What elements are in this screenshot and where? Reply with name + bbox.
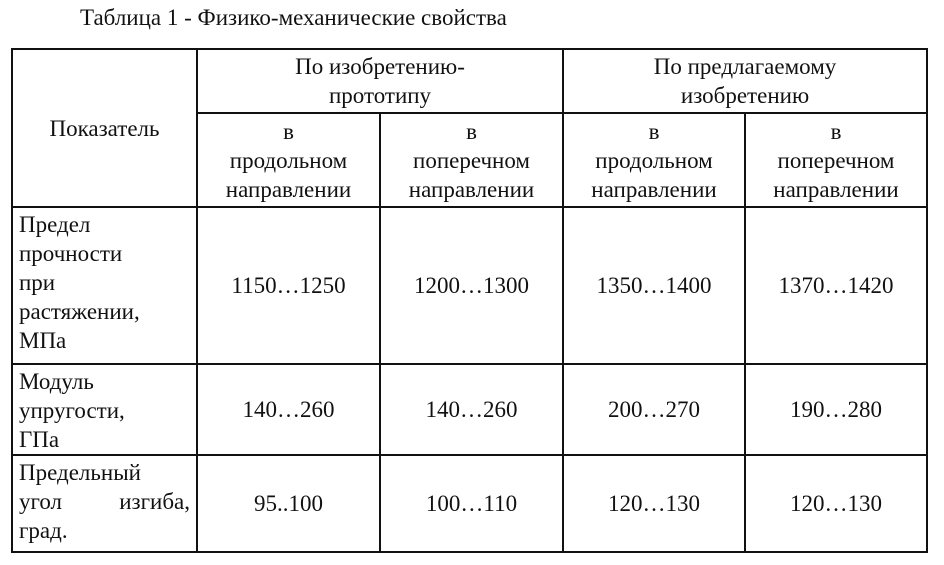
row-label-line: упругости, — [19, 398, 125, 423]
column-header-parameter: Показатель — [12, 49, 197, 207]
column-group-prototype — [197, 49, 563, 113]
column-header-prototype-longitudinal — [197, 113, 380, 207]
row-label-line: при — [19, 270, 56, 295]
row-label-bend-angle — [12, 455, 197, 552]
row-label-line: град. — [19, 518, 68, 543]
header-row-groups — [12, 49, 927, 113]
properties-table — [11, 48, 928, 553]
row-label-line: угол изгиба, — [19, 489, 190, 514]
table-cell: 1150…1250 — [197, 207, 380, 364]
table-cell: 140…260 — [380, 364, 563, 455]
table-cell: 200…270 — [563, 364, 745, 455]
row-label-line: растяжении, — [19, 299, 140, 324]
group-header-line: изобретению — [680, 83, 810, 108]
table-cell: 120…130 — [745, 455, 927, 552]
row-label-line: МПа — [19, 328, 67, 353]
subheader-line: направлении — [408, 176, 535, 202]
subheader-line: в — [648, 118, 660, 144]
table-caption: Таблица 1 - Физико-механические свойства — [80, 5, 507, 30]
row-label-line: прочности — [19, 241, 123, 266]
table-row-elastic-modulus — [12, 364, 927, 455]
subheader-line: в — [830, 118, 842, 144]
subheader-line: направлении — [225, 176, 352, 202]
table-cell: 1370…1420 — [745, 207, 927, 364]
row-label-line: ГПа — [19, 427, 60, 452]
table-cell: 190…280 — [745, 364, 927, 455]
table-cell: 120…130 — [563, 455, 745, 552]
group-header-line: По изобретению- — [295, 54, 465, 79]
table-cell: 140…260 — [197, 364, 380, 455]
table-row-bend-angle — [12, 455, 927, 552]
row-label-line: Модуль — [19, 369, 94, 394]
table-row-tensile-strength — [12, 207, 927, 364]
row-label-elastic-modulus — [12, 364, 197, 455]
group-header-line: По предлагаемому — [653, 54, 837, 79]
group-header-line: прототипу — [328, 83, 432, 108]
subheader-line: поперечном — [777, 147, 895, 173]
subheader-line: в — [283, 118, 294, 144]
subheader-line: в — [466, 118, 477, 144]
row-label-line: Предельный — [19, 460, 141, 485]
table-cell: 1200…1300 — [380, 207, 563, 364]
subheader-line: поперечном — [413, 147, 530, 173]
subheader-line: направлении — [591, 176, 717, 202]
table-cell: 95..100 — [197, 455, 380, 552]
subheader-line: продольном — [229, 147, 348, 173]
column-header-proposed-longitudinal — [563, 113, 745, 207]
table-cell: 100…110 — [380, 455, 563, 552]
subheader-line: направлении — [773, 176, 899, 202]
row-label-line: Предел — [19, 212, 91, 237]
table-cell: 1350…1400 — [563, 207, 745, 364]
subheader-line: продольном — [595, 147, 713, 173]
column-header-prototype-transverse — [380, 113, 563, 207]
row-label-tensile-strength — [12, 207, 197, 364]
column-header-proposed-transverse — [745, 113, 927, 207]
column-group-proposed — [563, 49, 927, 113]
